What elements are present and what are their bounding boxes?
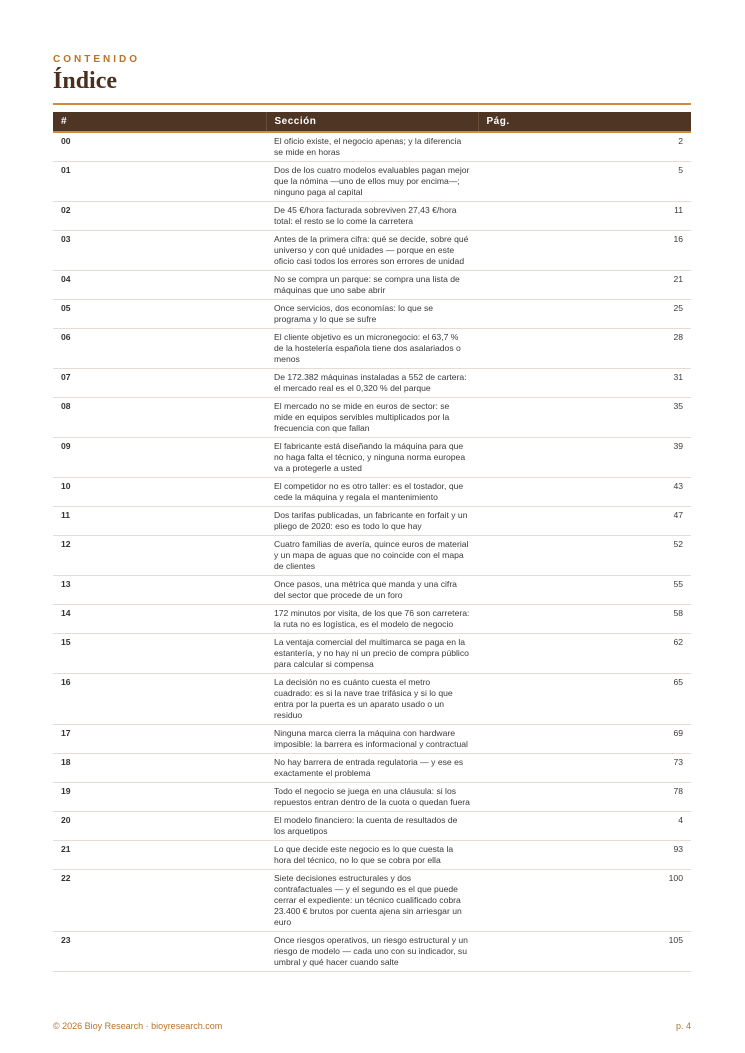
page-title: Índice [53,68,118,94]
row-section-title: El modelo financiero: la cuenta de resultados de los arquetipos [266,812,478,841]
table-row[interactable] [53,271,691,300]
title-divider [53,103,691,105]
row-section-title: Siete decisiones estructurales y dos contrafactuales — y el segundo es el que puede cerrar el expediente: un técnico cualificado cobra 23.400 € brutos por cuenta ajena sin arriesgar un euro [266,870,478,932]
row-number: 06 [53,329,266,369]
table-row[interactable] [53,231,691,271]
row-number: 12 [53,536,266,576]
row-section-title: El oficio existe, el negocio apenas; y la diferencia se mide en horas [266,132,478,162]
row-section-title: La decisión no es cuánto cuesta el metro cuadrado: es si la nave trae trifásica y si lo que entra por la puerta es un aparato usado o un residuo [266,674,478,725]
table-row[interactable] [53,870,691,932]
row-page-number: 39 [478,438,691,478]
row-number: 03 [53,231,266,271]
table-row[interactable] [53,132,691,162]
row-number: 16 [53,674,266,725]
row-page-number: 47 [478,507,691,536]
row-page-number: 21 [478,271,691,300]
table-row[interactable] [53,300,691,329]
row-number: 11 [53,507,266,536]
table-row[interactable] [53,674,691,725]
row-page-number: 31 [478,369,691,398]
row-section-title: Dos tarifas publicadas, un fabricante en forfait y un pliego de 2020: eso es todo lo que hay [266,507,478,536]
footer-page-number: p. 4 [675,1021,691,1031]
row-number: 15 [53,634,266,674]
row-section-title: 172 minutos por visita, de los que 76 son carretera: la ruta no es logística, es el modelo de negocio [266,605,478,634]
row-number: 13 [53,576,266,605]
table-row[interactable] [53,725,691,754]
row-number: 02 [53,202,266,231]
row-page-number: 93 [478,841,691,870]
row-section-title: Once riesgos operativos, un riesgo estructural y un riesgo de modelo — cada uno con su indicador, su umbral y qué hacer cuando salte [266,932,478,972]
row-page-number: 58 [478,605,691,634]
table-of-contents [53,112,691,972]
row-page-number: 11 [478,202,691,231]
row-section-title: Ninguna marca cierra la máquina con hardware imposible: la barrera es informacional y contractual [266,725,478,754]
row-section-title: No se compra un parque: se compra una lista de máquinas que uno sabe abrir [266,271,478,300]
table-row[interactable] [53,605,691,634]
row-page-number: 78 [478,783,691,812]
row-number: 00 [53,132,266,162]
column-header-section: Sección [266,112,478,132]
row-number: 10 [53,478,266,507]
table-row[interactable] [53,369,691,398]
row-page-number: 52 [478,536,691,576]
row-section-title: Antes de la primera cifra: qué se decide, sobre qué universo y con qué unidades — porque en este oficio casi todos los errores son errores de unidad [266,231,478,271]
row-page-number: 43 [478,478,691,507]
row-page-number: 62 [478,634,691,674]
row-section-title: De 45 €/hora facturada sobreviven 27,43 €/hora total: el resto se lo come la carretera [266,202,478,231]
row-section-title: El fabricante está diseñando la máquina para que no haga falta el técnico, y ninguna norma europea va a protegerle a usted [266,438,478,478]
row-section-title: La ventaja comercial del multimarca se paga en la estantería, y no hay ni un precio de compra público para calcular si compensa [266,634,478,674]
row-section-title: Todo el negocio se juega en una cláusula: si los repuestos entran dentro de la cuota o quedan fuera [266,783,478,812]
table-row[interactable] [53,754,691,783]
row-number: 04 [53,271,266,300]
table-row[interactable] [53,841,691,870]
row-page-number: 16 [478,231,691,271]
row-section-title: Once servicios, dos economías: lo que se programa y lo que se sufre [266,300,478,329]
table-row[interactable] [53,812,691,841]
row-section-title: El mercado no se mide en euros de sector: se mide en equipos servibles multiplicados por la frecuencia con que fallan [266,398,478,438]
table-row[interactable] [53,783,691,812]
row-section-title: No hay barrera de entrada regulatoria — y ese es exactamente el problema [266,754,478,783]
row-page-number: 35 [478,398,691,438]
row-section-title: Once pasos, una métrica que manda y una cifra del sector que procede de un foro [266,576,478,605]
row-number: 07 [53,369,266,398]
table-row[interactable] [53,478,691,507]
table-row[interactable] [53,634,691,674]
table-row[interactable] [53,576,691,605]
row-section-title: Lo que decide este negocio es lo que cuesta la hora del técnico, no lo que se cobra por ella [266,841,478,870]
row-number: 17 [53,725,266,754]
column-header-number: # [53,112,266,132]
table-row[interactable] [53,162,691,202]
table-row[interactable] [53,932,691,972]
column-header-page: Pág. [478,112,691,132]
row-page-number: 65 [478,674,691,725]
row-section-title: El competidor no es otro taller: es el tostador, que cede la máquina y regala el mantenimiento [266,478,478,507]
row-page-number: 55 [478,576,691,605]
row-number: 14 [53,605,266,634]
row-section-title: Cuatro familias de avería, quince euros de material y un mapa de aguas que no coincide con el mapa de clientes [266,536,478,576]
row-page-number: 5 [478,162,691,202]
row-section-title: Dos de los cuatro modelos evaluables pagan mejor que la nómina —uno de ellos muy por encima—; ninguno paga al capital [266,162,478,202]
row-page-number: 69 [478,725,691,754]
row-page-number: 4 [478,812,691,841]
row-number: 19 [53,783,266,812]
row-section-title: De 172.382 máquinas instaladas a 552 de cartera: el mercado real es el 0,320 % del parque [266,369,478,398]
section-eyebrow: CONTENIDO [53,54,140,65]
row-page-number: 25 [478,300,691,329]
row-number: 20 [53,812,266,841]
table-row[interactable] [53,398,691,438]
row-page-number: 73 [478,754,691,783]
table-row[interactable] [53,202,691,231]
row-number: 01 [53,162,266,202]
row-number: 09 [53,438,266,478]
table-header-row [53,112,691,132]
row-number: 18 [53,754,266,783]
footer-copyright: © 2026 Bioy Research · bioyresearch.com [53,1021,223,1031]
row-number: 22 [53,870,266,932]
row-number: 08 [53,398,266,438]
table-row[interactable] [53,438,691,478]
row-number: 21 [53,841,266,870]
row-number: 23 [53,932,266,972]
row-section-title: El cliente objetivo es un micronegocio: el 63,7 % de la hostelería española tiene dos asalariados o menos [266,329,478,369]
table-row[interactable] [53,507,691,536]
row-page-number: 2 [478,132,691,162]
row-page-number: 28 [478,329,691,369]
table-body [53,132,691,972]
row-page-number: 100 [478,870,691,932]
row-page-number: 105 [478,932,691,972]
row-number: 05 [53,300,266,329]
table-row[interactable] [53,329,691,369]
table-row[interactable] [53,536,691,576]
